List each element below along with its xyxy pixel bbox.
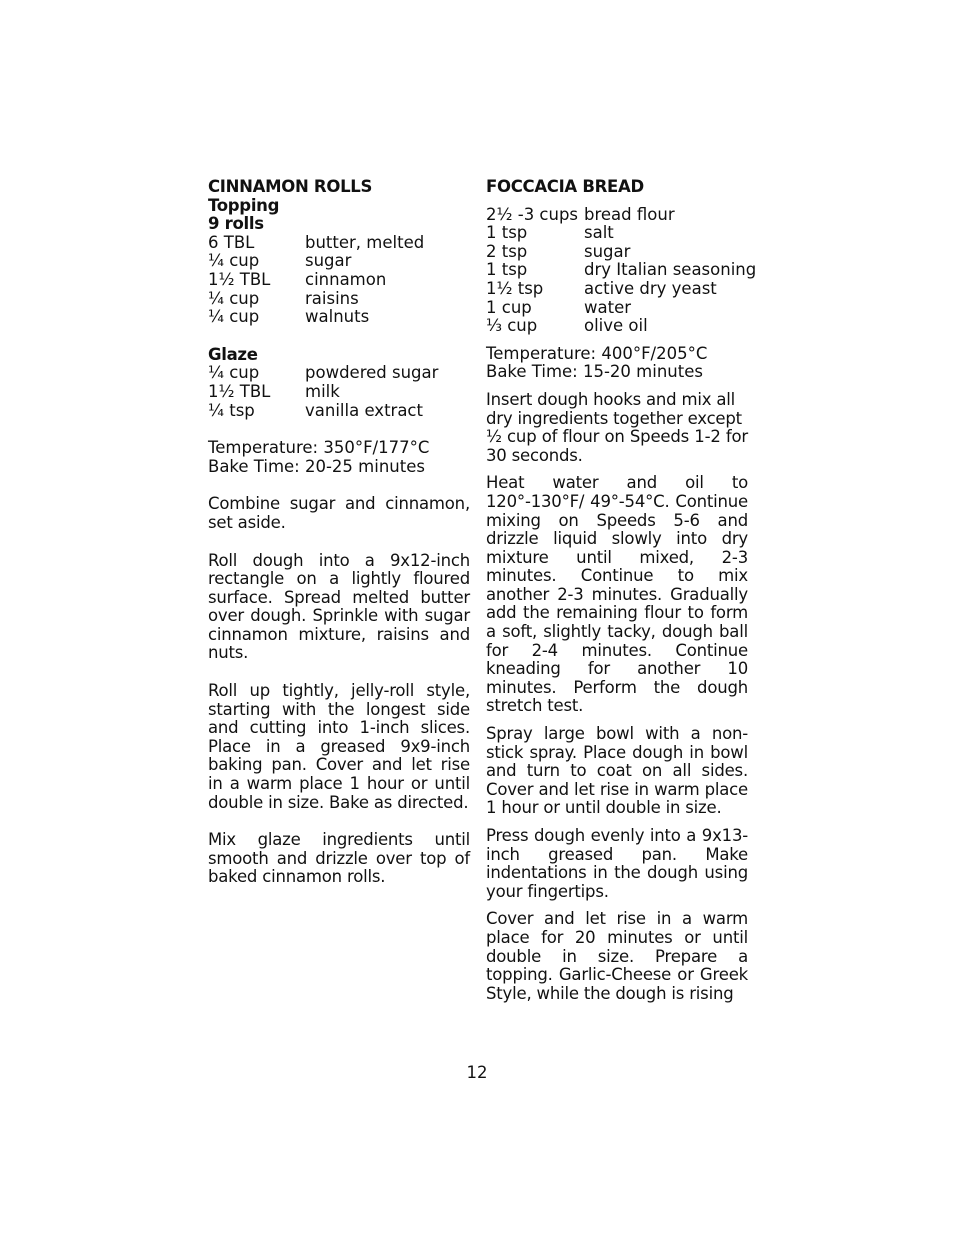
ingredient-row [486,243,748,262]
temperature-text: Temperature: 350°F/177°C [208,438,430,458]
instruction-paragraph: Mix glaze ingredients until smooth and drizzle over top of baked cinnamon rolls. [208,830,470,887]
recipe-title: FOCCACIA BREAD [486,177,644,196]
instruction-paragraph-continued: ½ cup of flour on Speeds 1-2 for 30 seconds. [486,427,748,465]
ingredient-row [486,206,748,225]
ingredient-row [208,234,470,253]
ingredient-row [486,299,748,318]
ingredient-name: olive oil [584,316,648,336]
bake-time-text: Bake Time: 15-20 minutes [486,362,703,382]
ingredient-name: dry Italian seasoning [584,260,757,280]
ingredient-quantity: ⅓ cup [486,316,538,336]
ingredient-name: milk [305,381,340,401]
ingredient-quantity: 2 tsp [486,241,528,261]
bake-time-text: Bake Time: 20-25 minutes [208,456,425,476]
ingredient-quantity: ¼ cup [208,307,260,327]
ingredient-row [208,383,470,402]
ingredient-name: walnuts [305,307,370,327]
ingredient-row [208,271,470,290]
cinnamon-rolls-recipe [208,178,470,887]
instruction-paragraph: Press dough evenly into a 9x13-inch greased pan. Make indentations in the dough using your fingertips. [486,826,748,901]
ingredient-row [208,308,470,327]
ingredient-row [208,290,470,309]
ingredient-quantity: ¼ cup [208,363,260,383]
ingredient-row [208,252,470,271]
instruction-paragraph: Roll up tightly, jelly-roll style, starting with the longest side and cutting into 1-inch slices. Place in a greased 9x9-inch baking pan. Cover and let rise in a warm place 1 hour or until double in size. Bake as directed. [208,681,470,812]
glaze-heading: Glaze [208,344,258,364]
ingredient-name: sugar [305,251,352,271]
instruction-paragraph: Spray large bowl with a non-stick spray. Place dough in bowl and turn to coat on all sides. Cover and let rise in warm place 1 hour or until double in size. [486,724,748,818]
ingredient-row [486,260,757,280]
ingredient-row [486,317,748,336]
ingredient-quantity: 1½ TBL [208,269,271,289]
instruction-paragraph: Roll dough into a 9x12-inch rectangle on a lightly floured surface. Spread melted butter over dough. Sprinkle with sugar cinnamon mixture, raisins and nuts. [208,550,470,663]
instruction-paragraph: Heat water and oil to 120°-130°F/ 49°-54°C. Continue mixing on Speeds 5-6 and drizzle liquid slowly into dry mixture until mixed, 2-3 minutes. Continue to mix another 2-3 minutes. Gradually add the remaining flour to form a soft, slightly tacky, dough ball for 2-4 minutes. Continue kneading for another 10 minutes. Perform the dough stretch test. [486,473,748,716]
topping-ingredient-list [208,234,470,327]
glaze-ingredient-list [208,364,470,420]
ingredient-row [486,280,748,299]
ingredient-name: cinnamon [305,269,387,289]
foccacia-bread-recipe [486,177,757,1003]
page-number: 12 [466,1063,488,1082]
ingredient-quantity: 6 TBL [208,232,255,252]
ingredient-name: bread flour [584,204,675,224]
recipe-title: CINNAMON ROLLS [208,177,373,196]
ingredient-name: raisins [305,288,359,308]
ingredient-name: powdered sugar [305,363,439,383]
ingredient-quantity: ¼ tsp [208,400,255,420]
ingredient-quantity: ¼ cup [208,288,260,308]
ingredient-name: vanilla extract [305,400,423,420]
instruction-paragraph: Combine sugar and cinnamon, set aside. [208,494,470,532]
ingredient-quantity: 1 tsp [486,223,528,243]
ingredient-quantity: 1 tsp [486,260,528,280]
ingredient-list [486,204,757,336]
temperature-text: Temperature: 400°F/205°C [486,343,708,363]
ingredient-row [486,224,748,243]
yield-heading: 9 rolls [208,214,264,234]
ingredient-quantity: 1 cup [486,297,532,317]
ingredient-name: salt [584,223,614,243]
topping-heading: Topping [208,195,280,215]
instruction-paragraph: Insert dough hooks and mix all dry ingredients together except [486,389,742,428]
ingredient-quantity: 1½ TBL [208,381,271,401]
ingredient-name: water [584,297,632,317]
ingredient-quantity: 2½ -3 cups [486,204,579,224]
ingredient-name: sugar [584,241,631,261]
ingredient-row [208,364,470,383]
ingredient-row [208,402,470,421]
ingredient-name: active dry yeast [584,278,717,298]
ingredient-quantity: ¼ cup [208,251,260,271]
ingredient-quantity: 1½ tsp [486,278,544,298]
instruction-paragraph: Cover and let rise in a warm place for 20 minutes or until double in size. Prepare a topping. Garlic-Cheese or Greek Style, while the dough is rising [486,909,748,1003]
ingredient-name: butter, melted [305,232,425,252]
